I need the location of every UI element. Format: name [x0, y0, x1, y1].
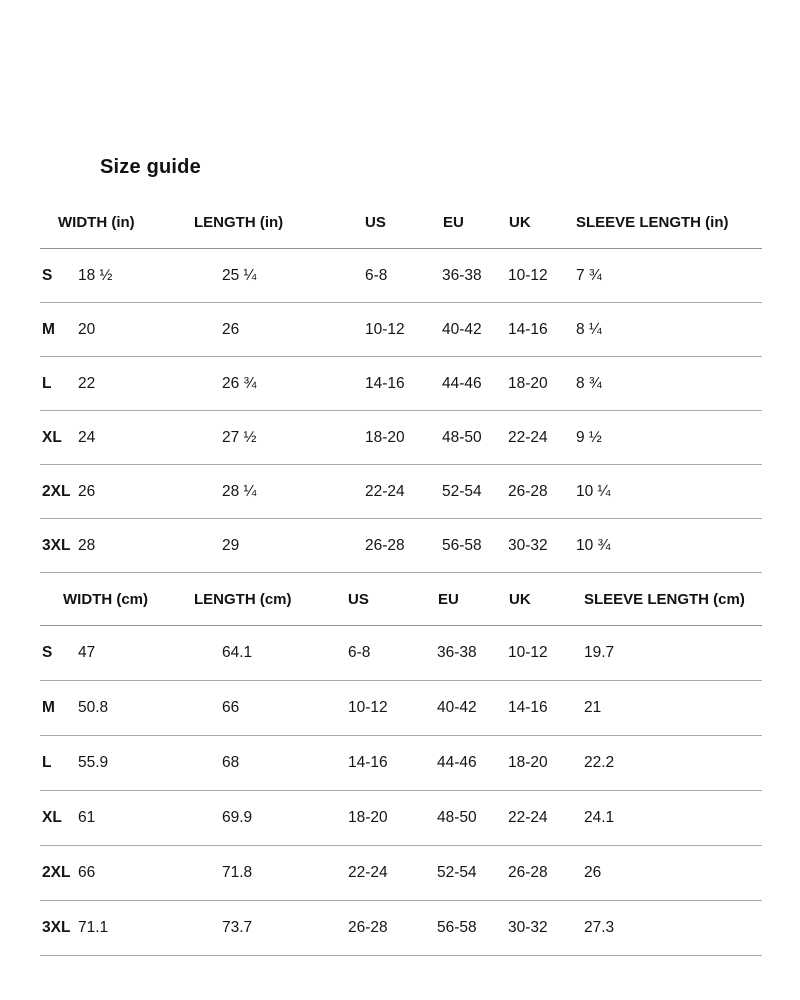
us-size-value: 26-28	[348, 919, 388, 936]
size-label: 2XL	[42, 864, 71, 881]
table-row	[40, 791, 762, 846]
size-table-centimeters	[40, 573, 762, 956]
page-title: Size guide	[100, 156, 201, 178]
table-row	[40, 736, 762, 791]
length-value: 68	[222, 754, 240, 771]
table-row	[40, 357, 762, 411]
column-header-eu: EU	[443, 214, 464, 231]
eu-size-value: 56-58	[442, 536, 482, 554]
size-label: S	[42, 266, 53, 284]
column-header-sleeve-length: SLEEVE LENGTH (cm)	[584, 590, 745, 608]
size-label: L	[42, 754, 52, 771]
column-header-us: US	[365, 214, 386, 231]
length-value: 71.8	[222, 864, 253, 881]
uk-size-value: 18-20	[508, 754, 548, 771]
size-label: S	[42, 644, 53, 661]
sleeve-length-value: 26	[584, 864, 602, 881]
table-header-row	[40, 573, 762, 626]
eu-size-value: 36-38	[442, 266, 482, 284]
length-value: 29	[222, 536, 240, 554]
us-size-value: 14-16	[348, 754, 388, 771]
column-header-length: LENGTH (cm)	[194, 590, 292, 608]
width-value: 18 ½	[78, 266, 113, 284]
eu-size-value: 52-54	[437, 864, 477, 881]
length-value: 26	[222, 320, 240, 338]
width-value: 66	[78, 864, 96, 881]
table-row	[40, 901, 762, 956]
us-size-value: 6-8	[365, 266, 388, 284]
us-size-value: 18-20	[348, 809, 388, 826]
us-size-value: 26-28	[365, 536, 405, 554]
eu-size-value: 48-50	[442, 428, 482, 446]
sleeve-length-value: 7 ¾	[576, 266, 602, 284]
table-row	[40, 681, 762, 736]
table-header-row	[40, 197, 762, 249]
eu-size-value: 56-58	[437, 919, 477, 936]
table-row	[40, 465, 762, 519]
eu-size-value: 52-54	[442, 482, 482, 500]
length-value: 69.9	[222, 809, 253, 826]
column-header-length: LENGTH (in)	[194, 214, 284, 231]
uk-size-value: 30-32	[508, 536, 548, 554]
width-value: 26	[78, 482, 96, 500]
length-value: 25 ¼	[222, 266, 257, 284]
length-value: 26 ¾	[222, 374, 257, 392]
width-value: 55.9	[78, 754, 109, 771]
uk-size-value: 22-24	[508, 809, 548, 826]
sleeve-length-value: 21	[584, 699, 602, 716]
column-header-uk: UK	[509, 214, 531, 231]
table-row	[40, 846, 762, 901]
width-value: 47	[78, 644, 96, 661]
length-value: 64.1	[222, 644, 253, 661]
table-row	[40, 249, 762, 303]
size-table-inches	[40, 197, 762, 573]
size-label: XL	[42, 809, 62, 826]
sleeve-length-value: 8 ¼	[576, 320, 602, 338]
us-size-value: 22-24	[348, 864, 388, 881]
width-value: 50.8	[78, 699, 109, 716]
uk-size-value: 14-16	[508, 320, 548, 338]
uk-size-value: 30-32	[508, 919, 548, 936]
eu-size-value: 40-42	[442, 320, 482, 338]
length-value: 27 ½	[222, 428, 257, 446]
length-value: 73.7	[222, 919, 253, 936]
table-row	[40, 411, 762, 465]
sleeve-length-value: 19.7	[584, 644, 615, 661]
length-value: 28 ¼	[222, 482, 257, 500]
eu-size-value: 44-46	[437, 754, 477, 771]
column-header-width: WIDTH (cm)	[63, 590, 148, 608]
eu-size-value: 44-46	[442, 374, 482, 392]
eu-size-value: 48-50	[437, 809, 477, 826]
width-value: 28	[78, 536, 96, 554]
column-header-width: WIDTH (in)	[58, 214, 135, 231]
sleeve-length-value: 8 ¾	[576, 374, 602, 392]
uk-size-value: 22-24	[508, 428, 548, 446]
column-header-uk: UK	[509, 590, 531, 608]
uk-size-value: 10-12	[508, 644, 548, 661]
uk-size-value: 10-12	[508, 266, 548, 284]
us-size-value: 22-24	[365, 482, 405, 500]
table-row	[40, 626, 762, 681]
us-size-value: 6-8	[348, 644, 371, 661]
length-value: 66	[222, 699, 240, 716]
table-row	[40, 303, 762, 357]
table-row	[40, 519, 762, 573]
sleeve-length-value: 10 ¾	[576, 536, 611, 554]
size-label: 3XL	[42, 536, 71, 554]
us-size-value: 14-16	[365, 374, 405, 392]
eu-size-value: 36-38	[437, 644, 477, 661]
uk-size-value: 26-28	[508, 482, 548, 500]
uk-size-value: 18-20	[508, 374, 548, 392]
column-header-eu: EU	[438, 590, 459, 608]
column-header-sleeve-length: SLEEVE LENGTH (in)	[576, 214, 729, 231]
sleeve-length-value: 22.2	[584, 754, 615, 771]
size-label: L	[42, 374, 52, 392]
size-label: 3XL	[42, 919, 71, 936]
uk-size-value: 26-28	[508, 864, 548, 881]
width-value: 71.1	[78, 919, 109, 936]
us-size-value: 10-12	[365, 320, 405, 338]
sleeve-length-value: 10 ¼	[576, 482, 611, 500]
width-value: 24	[78, 428, 96, 446]
width-value: 22	[78, 374, 96, 392]
us-size-value: 10-12	[348, 699, 388, 716]
width-value: 61	[78, 809, 96, 826]
size-label: 2XL	[42, 482, 71, 500]
width-value: 20	[78, 320, 96, 338]
size-label: M	[42, 320, 55, 338]
uk-size-value: 14-16	[508, 699, 548, 716]
size-label: M	[42, 699, 55, 716]
sleeve-length-value: 27.3	[584, 919, 615, 936]
sleeve-length-value: 9 ½	[576, 428, 602, 446]
size-label: XL	[42, 428, 62, 446]
eu-size-value: 40-42	[437, 699, 477, 716]
column-header-us: US	[348, 590, 369, 608]
us-size-value: 18-20	[365, 428, 405, 446]
sleeve-length-value: 24.1	[584, 809, 615, 826]
